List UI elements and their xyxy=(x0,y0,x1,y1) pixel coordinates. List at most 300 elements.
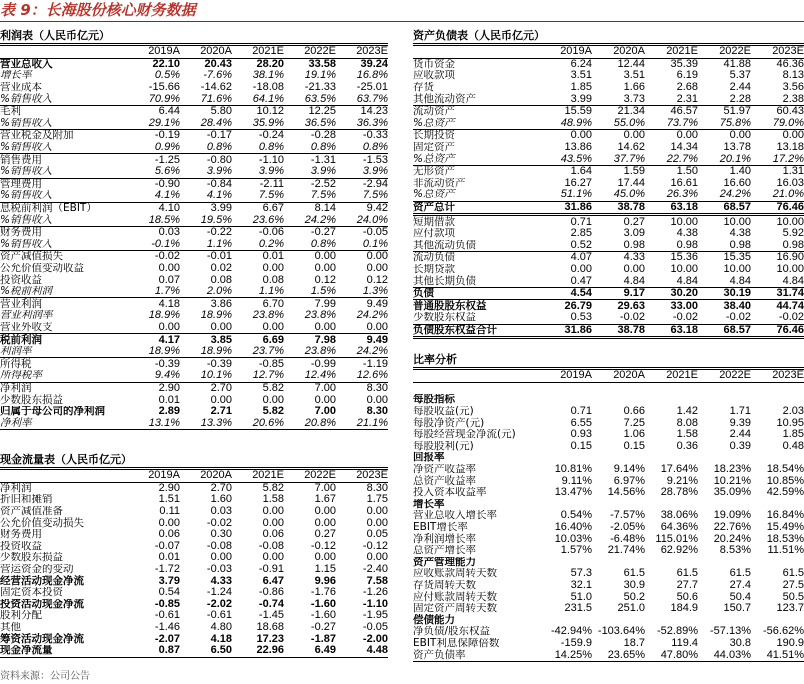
row-label: 固定资本投资 xyxy=(0,586,63,599)
row-value: 23.7% xyxy=(232,346,284,358)
row-label: 归属于母公司的净利润 xyxy=(0,405,105,418)
row-label: %销售收入 xyxy=(0,118,128,130)
row-value: 22.7% xyxy=(645,153,698,165)
row-label: 所得税率 xyxy=(0,370,128,382)
row-value: -0.02 xyxy=(751,312,804,324)
row-value: 16.8% xyxy=(356,70,388,82)
row-value xyxy=(539,394,592,406)
row-value xyxy=(645,452,698,464)
row-value: 0.08 xyxy=(262,274,284,286)
row-value: 7.25 xyxy=(623,417,645,429)
row-label: 短期借款 xyxy=(413,215,455,228)
row-value: 6.55 xyxy=(570,417,592,429)
row-value: -15.66 xyxy=(148,81,180,94)
row-value: 0.00 xyxy=(232,322,284,334)
row-value: 1.1% xyxy=(232,286,284,298)
table-row xyxy=(0,190,388,202)
row-value: 38.78 xyxy=(592,324,645,338)
row-value xyxy=(751,557,804,569)
year-header-row xyxy=(413,46,804,59)
table-row xyxy=(0,482,388,494)
row-label: 固定资产周转天数 xyxy=(413,602,497,615)
year-header: 2021E xyxy=(232,46,284,59)
row-value: 17.2% xyxy=(751,153,804,165)
row-value: 0.30 xyxy=(210,528,232,541)
row-value: 23.8% xyxy=(304,310,336,322)
row-value: 2.0% xyxy=(180,286,232,298)
row-label: 每股净资产(元) xyxy=(413,417,485,429)
row-value: 26.3% xyxy=(645,189,698,201)
row-label: 营业利润率 xyxy=(0,310,53,322)
row-value xyxy=(539,557,592,569)
row-label: 营业成本 xyxy=(0,81,42,94)
year-header: 2021E xyxy=(645,370,698,383)
row-value: 3.56 xyxy=(782,81,804,94)
row-value: 4.38 xyxy=(729,227,751,240)
row-label: EBIT利息保障倍数 xyxy=(413,637,500,649)
year-header: 2022E xyxy=(284,46,336,59)
row-label: %税前利润 xyxy=(0,286,128,298)
table-row xyxy=(0,239,388,251)
row-value: 19.09% xyxy=(713,510,751,522)
row-value: 0.00 xyxy=(262,262,284,274)
row-value: 4.33 xyxy=(210,575,232,587)
row-value: 9.42 xyxy=(366,202,388,215)
row-value: 26.79 xyxy=(564,299,592,312)
row-value: 19.1% xyxy=(304,70,336,82)
row-value: 70.9% xyxy=(128,93,180,105)
row-label: %销售收入 xyxy=(0,190,128,202)
row-value: 10.00 xyxy=(776,215,804,228)
row-value: 1.7% xyxy=(128,286,180,298)
table-row xyxy=(0,93,388,105)
row-value: -0.99 xyxy=(310,357,336,370)
row-value: 0.00 xyxy=(314,505,336,518)
row-label: 普通股股东权益 xyxy=(413,299,487,312)
row-value: 4.18 xyxy=(210,633,232,645)
row-value: 12.7% xyxy=(232,370,284,382)
row-value: 1.60 xyxy=(210,494,232,506)
table-row xyxy=(413,417,804,429)
row-value: 2.85 xyxy=(570,227,592,240)
row-value: 4.84 xyxy=(698,275,751,287)
row-value: 0.27 xyxy=(314,528,336,541)
row-value: 119.4 xyxy=(671,637,698,649)
table-row xyxy=(0,575,388,587)
row-value: 10.1% xyxy=(180,370,232,382)
table-row xyxy=(413,264,804,276)
row-label: 营业利润 xyxy=(0,297,42,310)
table-row xyxy=(0,226,388,238)
row-value: 251.0 xyxy=(617,602,645,615)
header-blank xyxy=(0,470,128,483)
table-row xyxy=(0,382,388,394)
row-value: 0.03 xyxy=(210,505,232,518)
header-blank xyxy=(0,46,128,59)
year-header: 2019A xyxy=(539,46,592,59)
row-value: 7.00 xyxy=(314,405,336,418)
row-label: 毛利 xyxy=(0,105,21,118)
row-value: -2.00 xyxy=(362,633,388,645)
row-value: 4.17 xyxy=(158,333,180,346)
row-value: 0.27 xyxy=(623,215,645,228)
table-row xyxy=(413,58,804,70)
row-label: 筹资活动现金净流 xyxy=(0,633,84,645)
row-value: 0.15 xyxy=(570,440,592,452)
row-value: 15.36 xyxy=(670,251,698,264)
row-value: 20.1% xyxy=(698,153,751,165)
row-label: 存货周转天数 xyxy=(413,579,476,591)
row-label: 流动负债 xyxy=(413,251,455,264)
row-value: 0.01 xyxy=(158,394,180,406)
row-value: 18.68 xyxy=(256,621,284,634)
table-row xyxy=(0,142,388,154)
row-value: 63.7% xyxy=(336,93,388,105)
row-value: 18.9% xyxy=(180,346,232,358)
row-value: 64.36% xyxy=(660,521,698,534)
row-value: 7.5% xyxy=(232,190,284,202)
row-value: 55.0% xyxy=(592,118,645,130)
row-value: 3.79 xyxy=(158,575,180,587)
table-row xyxy=(413,545,804,557)
row-value: 1.5% xyxy=(284,286,336,298)
cash-flow-title: 现金流量表（人民币亿元） xyxy=(0,452,388,468)
ratio-table xyxy=(413,369,804,662)
table-row xyxy=(413,406,804,418)
row-value: 28.20 xyxy=(256,58,284,70)
row-value: 50.6 xyxy=(676,591,698,603)
row-value: -0.27 xyxy=(310,226,336,239)
row-value: 1.42 xyxy=(676,405,698,418)
row-value: 1.50 xyxy=(676,165,698,178)
row-value: 0.39 xyxy=(729,440,751,452)
row-label: 应收账款周转天数 xyxy=(413,568,497,580)
row-label: %销售收入 xyxy=(0,214,128,226)
row-value: 33.58 xyxy=(308,58,336,70)
row-label: 营运资金的变动 xyxy=(0,563,74,576)
row-value: -0.91 xyxy=(258,563,284,576)
row-label: %总资产 xyxy=(413,189,539,201)
row-value: 0.00 xyxy=(314,517,336,529)
row-value: 30.8 xyxy=(729,637,751,649)
row-value: -2.05% xyxy=(610,521,645,534)
table-row xyxy=(413,153,804,165)
row-value: 0.00 xyxy=(366,250,388,263)
table-row xyxy=(413,533,804,545)
row-value: 7.58 xyxy=(366,575,388,587)
row-value: 38.1% xyxy=(252,70,284,82)
row-value: 0.00 xyxy=(623,263,645,275)
row-value: 28.78% xyxy=(660,486,698,499)
row-value xyxy=(539,382,592,394)
row-value: 0.00 xyxy=(366,517,388,529)
row-label: 总资产增长率 xyxy=(413,544,476,557)
row-value: 43.5% xyxy=(539,153,592,165)
row-value: 0.2% xyxy=(232,239,284,251)
row-value: 61.5 xyxy=(623,568,645,580)
row-label: %销售收入 xyxy=(0,239,128,251)
row-value: 24.2% xyxy=(284,214,336,226)
row-value: -7.6% xyxy=(203,70,232,82)
row-value: 24.2% xyxy=(336,346,388,358)
row-value: 3.9% xyxy=(180,166,232,178)
row-label: 现金净流量 xyxy=(0,645,128,657)
table-row xyxy=(413,626,804,638)
row-value: 51.97 xyxy=(723,105,751,118)
row-value: -0.1% xyxy=(128,239,180,251)
row-label: 存货 xyxy=(413,81,434,94)
row-value: 24.2% xyxy=(356,310,388,322)
row-value: 0.9% xyxy=(128,142,180,154)
row-value: 18.53% xyxy=(766,533,804,545)
row-value: 1.85 xyxy=(782,428,804,441)
row-value: 0.00 xyxy=(366,552,388,564)
source-note: 资料来源：公司公告 xyxy=(0,671,90,682)
row-value: 3.73 xyxy=(592,93,645,105)
row-label: 净利润 xyxy=(0,382,32,394)
row-value: 14.62 xyxy=(617,141,645,154)
row-value: 0.00 xyxy=(676,129,698,142)
row-label: 非流动资产 xyxy=(413,177,466,189)
row-value: 4.1% xyxy=(128,190,180,202)
row-value: 0.1% xyxy=(336,239,388,251)
row-value: 76.46 xyxy=(751,324,804,338)
table-row xyxy=(413,649,804,661)
row-value: 0.01 xyxy=(262,250,284,263)
row-value: -0.06 xyxy=(258,226,284,239)
row-value: 2.44 xyxy=(729,428,751,441)
year-header-row xyxy=(0,46,388,59)
row-value: 0.12 xyxy=(314,274,336,286)
row-value: -0.80 xyxy=(206,153,232,166)
row-value: 0.06 xyxy=(262,528,284,541)
table-row xyxy=(0,274,388,286)
row-value: -0.39 xyxy=(206,357,232,370)
row-value: 1.51 xyxy=(158,494,180,506)
row-value: -18.08 xyxy=(252,81,284,94)
row-value: 33.00 xyxy=(670,299,698,312)
row-value: 9.21% xyxy=(666,475,698,487)
row-value: 0.00 xyxy=(284,322,336,334)
row-value: 22.96 xyxy=(232,645,284,657)
row-value: 64.1% xyxy=(232,93,284,105)
balance-table xyxy=(413,45,804,339)
row-value: 4.38 xyxy=(676,227,698,240)
row-value: 10.12 xyxy=(256,105,284,118)
row-label: %总资产 xyxy=(413,118,539,130)
row-value: 0.06 xyxy=(158,528,180,541)
row-value: 16.84% xyxy=(766,510,804,522)
row-value: 0.98 xyxy=(592,240,645,252)
row-label: 负债 xyxy=(413,287,539,300)
row-value: -1.26 xyxy=(362,586,388,599)
row-label: 净利润增长率 xyxy=(413,533,476,545)
row-value: -57.13% xyxy=(710,626,751,638)
row-value xyxy=(592,382,645,394)
row-label: 所得税 xyxy=(0,357,32,370)
table-row xyxy=(0,310,388,322)
row-value: 21.74% xyxy=(607,544,645,557)
row-value: 24.0% xyxy=(336,214,388,226)
row-value: 0.8% xyxy=(232,142,284,154)
row-value: -0.61 xyxy=(206,610,232,622)
table-row xyxy=(413,215,804,228)
row-value: 3.99 xyxy=(210,202,232,215)
table-row xyxy=(0,645,388,657)
row-label: 其他长期负债 xyxy=(413,275,539,287)
row-value: 8.08 xyxy=(676,417,698,429)
row-value xyxy=(645,557,698,569)
row-value: -2.40 xyxy=(362,563,388,576)
row-value: 2.70 xyxy=(210,382,232,394)
row-value xyxy=(698,614,751,626)
table-row xyxy=(413,275,804,287)
row-label: 增长率 xyxy=(0,70,32,82)
table-row xyxy=(413,580,804,592)
row-value: 1.64 xyxy=(570,165,592,178)
row-value: -0.02 xyxy=(592,312,645,324)
row-value xyxy=(751,452,804,464)
table-row xyxy=(413,510,804,522)
row-value: 1.58 xyxy=(676,428,698,441)
row-label: 销售费用 xyxy=(0,153,42,166)
row-value xyxy=(645,382,698,394)
row-label: 其他 xyxy=(0,621,21,634)
row-label: 固定资产 xyxy=(413,141,455,154)
table-row xyxy=(413,441,804,453)
table-row xyxy=(0,118,388,130)
row-value: -0.08 xyxy=(258,540,284,552)
table-row xyxy=(413,130,804,142)
row-label: 其他流动负债 xyxy=(413,240,539,252)
row-value: -1.24 xyxy=(206,586,232,599)
row-value: 2.70 xyxy=(210,482,232,494)
row-value: 0.00 xyxy=(782,129,804,142)
year-header: 2022E xyxy=(284,470,336,483)
row-value: 36.3% xyxy=(336,118,388,130)
row-value: 12.44 xyxy=(617,58,645,70)
row-value: 4.84 xyxy=(592,275,645,287)
row-value: -1.10 xyxy=(362,598,388,610)
row-value: 24.2% xyxy=(698,189,751,201)
row-value: 1.1% xyxy=(180,239,232,251)
cash-flow-table xyxy=(0,469,388,658)
row-value: 5.37 xyxy=(729,70,751,82)
row-value: 62.92% xyxy=(660,544,698,557)
row-value: 5.92 xyxy=(782,227,804,240)
row-value: 31.74 xyxy=(751,287,804,300)
row-value: 4.10 xyxy=(158,202,180,215)
row-value: 75.8% xyxy=(698,118,751,130)
table-row xyxy=(0,322,388,334)
row-value: 15.59 xyxy=(564,105,592,118)
row-label: 流动资产 xyxy=(413,105,455,118)
row-label: 资产减值损失 xyxy=(0,250,63,263)
row-value: 7.00 xyxy=(314,482,336,494)
row-value: -0.02 xyxy=(645,312,698,324)
row-value: 29.1% xyxy=(128,118,180,130)
row-value: 51.0 xyxy=(570,591,592,603)
row-value: 6.50 xyxy=(180,645,232,657)
row-value: 0.00 xyxy=(366,505,388,518)
row-value: 51.1% xyxy=(539,189,592,201)
row-value: 13.78 xyxy=(723,141,751,154)
row-value: 42.59% xyxy=(766,486,804,499)
row-value: 7.5% xyxy=(336,190,388,202)
row-value: 50.2 xyxy=(623,591,645,603)
row-value: 12.6% xyxy=(336,370,388,382)
row-value: 9.14% xyxy=(613,463,645,476)
row-label: 营业税金及附加 xyxy=(0,129,74,142)
row-value: 150.7 xyxy=(723,602,751,615)
row-value: 46.36 xyxy=(776,58,804,70)
row-value: 0.11 xyxy=(159,505,180,518)
row-value: 11.51% xyxy=(767,544,804,557)
row-value: 1.66 xyxy=(623,81,645,94)
row-value: 63.18 xyxy=(645,201,698,215)
row-value: 27.5 xyxy=(782,579,804,591)
row-value: 0.53 xyxy=(539,312,592,324)
row-label: 无形资产 xyxy=(413,165,455,178)
row-value: -159.9 xyxy=(560,637,592,649)
row-value: -1.60 xyxy=(310,598,336,610)
row-value xyxy=(592,557,645,569)
row-value: 0.54% xyxy=(560,510,592,522)
row-value: 23.65% xyxy=(592,649,645,661)
row-value: 0.8% xyxy=(284,239,336,251)
row-value: 3.85 xyxy=(210,333,232,346)
table-row xyxy=(413,638,804,650)
row-label: 利润率 xyxy=(0,346,128,358)
table-row xyxy=(413,165,804,177)
row-value: 7.98 xyxy=(314,333,336,346)
row-value: 6.49 xyxy=(284,645,336,657)
row-value: -0.27 xyxy=(310,621,336,634)
row-value: 18.5% xyxy=(128,214,180,226)
row-value: -0.74 xyxy=(258,598,284,610)
row-value xyxy=(539,499,592,511)
row-value: 45.0% xyxy=(592,189,645,201)
row-value: -2.52 xyxy=(310,178,336,190)
row-value: 15.35 xyxy=(723,251,751,264)
table-row xyxy=(0,517,388,529)
row-value: 38.78 xyxy=(592,201,645,215)
table-row xyxy=(0,370,388,382)
row-value: 30.9 xyxy=(623,579,645,591)
header-blank xyxy=(413,46,539,59)
table-row xyxy=(413,287,804,300)
year-header-row xyxy=(413,370,804,383)
row-value: 4.07 xyxy=(570,251,592,264)
table-row xyxy=(413,105,804,117)
row-value: 0.52 xyxy=(539,240,592,252)
row-value: -7.57% xyxy=(610,510,645,522)
row-value: 6.44 xyxy=(158,105,180,118)
row-value: 12.4% xyxy=(284,370,336,382)
row-value: 31.86 xyxy=(539,324,592,338)
row-value: 10.00 xyxy=(723,215,751,228)
row-value: -1.72 xyxy=(154,563,180,576)
row-value: 4.1% xyxy=(180,190,232,202)
table-row xyxy=(0,105,388,117)
row-value: 0.8% xyxy=(284,142,336,154)
row-value: 73.7% xyxy=(645,118,698,130)
row-value: 23.8% xyxy=(252,310,284,322)
row-value: 18.54% xyxy=(766,463,804,476)
year-header: 2021E xyxy=(645,46,698,59)
row-label: 资产管理能力 xyxy=(413,556,476,568)
row-value: 3.09 xyxy=(623,227,645,240)
